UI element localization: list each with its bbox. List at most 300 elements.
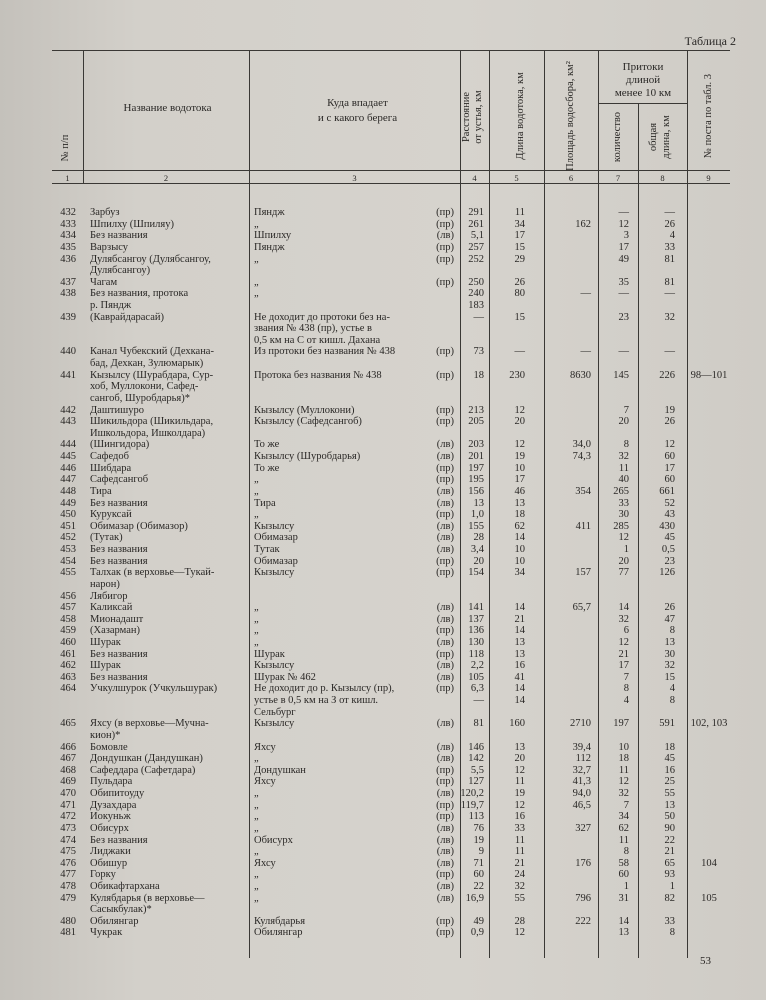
distance-from-mouth: 201 <box>468 451 484 462</box>
basin-area: 796 <box>575 892 591 904</box>
tributary-length: — <box>664 346 675 358</box>
bank-side: (лв) <box>436 230 454 242</box>
flows-into: Сельбург <box>254 706 296 718</box>
length: 33 <box>514 822 525 834</box>
tributary-length: 13 <box>664 799 675 811</box>
table-row <box>0 753 766 765</box>
flows-into: Шпилху <box>254 230 292 242</box>
table-row <box>0 463 766 475</box>
bank-side: (пр) <box>436 927 454 939</box>
table-row <box>0 474 766 486</box>
distance-from-mouth: 76 <box>473 822 484 834</box>
basin-area: 65,7 <box>572 602 591 614</box>
row-number: 448 <box>60 485 76 497</box>
watercourse-name: Шпилху (Шпиляу) <box>90 218 174 230</box>
distance-from-mouth: 183 <box>468 300 484 311</box>
tributary-count: — <box>618 207 629 218</box>
bank-side: (лв) <box>436 822 454 834</box>
table-row <box>0 416 766 428</box>
flows-into: Не доходит до протоки без на- <box>254 311 390 323</box>
watercourse-name: Ишкольдора, Ишколдара) <box>90 427 206 439</box>
header-col5: Длина водотока, км <box>515 72 526 160</box>
watercourse-name: Без названия <box>90 648 148 660</box>
length: 17 <box>514 230 525 242</box>
basin-area: 157 <box>575 567 591 579</box>
bank-side: (пр) <box>436 915 454 927</box>
tributary-count: 7 <box>623 671 629 683</box>
watercourse-name: Дулябсангоу) <box>90 265 151 277</box>
tributary-count: 17 <box>618 241 629 253</box>
length: — <box>514 346 525 358</box>
length: 13 <box>514 497 525 509</box>
tributary-count: 18 <box>618 753 629 765</box>
table-row <box>0 567 766 579</box>
basin-area: 411 <box>575 520 591 532</box>
length: 41 <box>514 671 525 683</box>
row-number: 479 <box>60 892 76 904</box>
post-number: 102, 103 <box>690 718 728 730</box>
watercourse-name: (Тутак) <box>90 532 123 544</box>
tributary-length: 65 <box>664 857 675 869</box>
length: 20 <box>514 753 525 765</box>
watercourse-name: Обисурх <box>90 822 129 834</box>
distance-from-mouth: 136 <box>468 625 484 637</box>
flows-into: „ <box>254 881 259 892</box>
tributary-count: 13 <box>618 927 629 939</box>
distance-from-mouth: 9 <box>478 846 484 858</box>
col-number: 4 <box>472 173 477 183</box>
watercourse-name: Мионадашт <box>90 613 144 625</box>
bank-side: (пр) <box>436 648 454 660</box>
row-number: 439 <box>60 311 76 323</box>
length: 14 <box>514 683 525 695</box>
row-number: 451 <box>60 520 76 532</box>
bank-side: (пр) <box>436 869 454 881</box>
row-number: 453 <box>60 544 76 555</box>
flows-into: „ <box>254 253 259 265</box>
table-row <box>0 509 766 521</box>
row-number: 460 <box>60 636 76 648</box>
flows-into: „ <box>254 625 259 637</box>
length: 16 <box>514 660 525 672</box>
tributary-count: 1 <box>623 881 629 892</box>
distance-from-mouth: 81 <box>473 718 484 730</box>
length: 32 <box>514 881 525 892</box>
distance-from-mouth: 71 <box>473 857 484 869</box>
length: 80 <box>514 288 525 300</box>
watercourse-name: Обимазар (Обимазор) <box>90 520 188 532</box>
flows-into: „ <box>254 799 259 811</box>
distance-from-mouth: 5,5 <box>470 764 484 776</box>
distance-from-mouth: 105 <box>468 671 484 683</box>
bank-side: (лв) <box>436 497 454 509</box>
tributary-count: 49 <box>618 253 629 265</box>
length: 15 <box>514 241 525 253</box>
tributary-length: 126 <box>659 567 675 579</box>
tributary-length: 22 <box>664 834 675 846</box>
table-row <box>0 207 766 219</box>
basin-area: 39,4 <box>572 741 591 753</box>
basin-area: 112 <box>575 753 591 765</box>
watercourse-name: (Хазарман) <box>90 625 140 637</box>
bank-side: (лв) <box>436 544 454 555</box>
tributary-count: 32 <box>618 613 629 625</box>
tributary-length: 32 <box>664 660 675 672</box>
distance-from-mouth: 49 <box>473 915 484 927</box>
table-row <box>0 230 766 242</box>
table-row <box>0 637 766 649</box>
bank-side: (лв) <box>436 718 454 730</box>
length: 12 <box>514 404 525 416</box>
length: 55 <box>514 892 525 904</box>
tributary-length: 30 <box>664 648 675 660</box>
length: 21 <box>514 613 525 625</box>
basin-area: 354 <box>575 485 591 497</box>
post-number: 98—101 <box>690 369 728 381</box>
flows-into: „ <box>254 846 259 858</box>
tributary-length: 430 <box>659 520 675 532</box>
tributary-count: 10 <box>618 741 629 753</box>
row-number: 447 <box>60 474 76 486</box>
table-row <box>0 776 766 788</box>
distance-from-mouth: 13 <box>473 497 484 509</box>
row-number: 449 <box>60 497 76 509</box>
flows-into: „ <box>254 218 259 230</box>
length: 17 <box>514 474 525 486</box>
tributary-length: 45 <box>664 753 675 765</box>
table-row <box>0 579 766 591</box>
distance-from-mouth: 118 <box>468 648 484 660</box>
tributary-count: 23 <box>618 311 629 323</box>
length: 13 <box>514 741 525 753</box>
row-number: 446 <box>60 462 76 474</box>
table-row <box>0 904 766 916</box>
flows-into: „ <box>254 474 259 486</box>
row-number: 478 <box>60 881 76 892</box>
table-row <box>0 695 766 707</box>
watercourse-name: Дулябсангоу (Дулябсангоу, <box>90 253 211 265</box>
flows-into: Яхсу <box>254 776 276 788</box>
row-number: 467 <box>60 753 76 765</box>
row-number: 463 <box>60 671 76 683</box>
distance-from-mouth: 137 <box>468 613 484 625</box>
tributary-length: 15 <box>664 671 675 683</box>
watercourse-name: Даштишуро <box>90 404 144 416</box>
distance-from-mouth: 120,2 <box>460 788 484 799</box>
bank-side: (пр) <box>436 567 454 579</box>
tributary-count: 1 <box>623 544 629 555</box>
header-tributaries-line2: длиной <box>625 74 661 86</box>
header-col3-line2: и с какого берега <box>317 112 398 124</box>
tributary-count: 3 <box>623 230 629 242</box>
distance-from-mouth: 261 <box>468 218 484 230</box>
bank-side: (лв) <box>436 753 454 765</box>
flows-into: Пяндж <box>254 241 285 253</box>
watercourse-name: Шибдара <box>90 462 132 474</box>
tributary-count: 265 <box>613 485 629 497</box>
watercourse-name: Обикафтархана <box>90 881 160 892</box>
flows-into: Кызылсу <box>254 567 295 579</box>
tributary-length: 12 <box>664 439 675 451</box>
flows-into: Кызылсу <box>254 520 295 532</box>
tributary-length: 25 <box>664 776 675 788</box>
bank-side: (пр) <box>436 799 454 811</box>
row-number: 477 <box>60 869 76 881</box>
flows-into: Дондушкан <box>254 764 306 776</box>
length: 13 <box>514 648 525 660</box>
tributary-count: 60 <box>618 869 629 881</box>
watercourse-name: Пульдара <box>90 776 133 788</box>
flows-into: Пяндж <box>254 207 285 218</box>
header-col8-line1: общая <box>648 122 659 152</box>
flows-into: „ <box>254 509 259 521</box>
distance-from-mouth: 213 <box>468 404 484 416</box>
flows-into: „ <box>254 869 259 881</box>
basin-area: 94,0 <box>572 788 591 799</box>
tributary-length: 93 <box>664 869 675 881</box>
row-number: 462 <box>60 660 76 672</box>
length: 26 <box>514 276 525 288</box>
watercourse-name: Без названия <box>90 544 148 555</box>
row-number: 473 <box>60 822 76 834</box>
tributary-length: 50 <box>664 811 675 823</box>
watercourse-name: Зарбуз <box>90 207 120 218</box>
bank-side: (лв) <box>436 741 454 753</box>
row-number: 454 <box>60 555 76 567</box>
row-number: 466 <box>60 741 76 753</box>
table-row <box>0 823 766 835</box>
distance-from-mouth: 3,4 <box>470 544 484 555</box>
flows-into: „ <box>254 753 259 765</box>
tributary-count: 62 <box>618 822 629 834</box>
distance-from-mouth: 141 <box>468 602 484 614</box>
watercourse-name: Без названия <box>90 230 148 242</box>
row-number: 470 <box>60 788 76 799</box>
basin-area: 74,3 <box>572 451 591 462</box>
row-number: 445 <box>60 451 76 462</box>
tributary-count: 8 <box>623 846 629 858</box>
row-number: 433 <box>60 218 76 230</box>
distance-from-mouth: 28 <box>473 532 484 544</box>
flows-into: Кызылсу <box>254 718 295 730</box>
row-number: 456 <box>60 590 76 602</box>
row-number: 443 <box>60 416 76 428</box>
row-number: 450 <box>60 509 76 521</box>
watercourse-name: Без названия <box>90 834 148 846</box>
length: 34 <box>514 567 525 579</box>
table-row <box>0 881 766 893</box>
tributary-length: 32 <box>664 311 675 323</box>
flows-into: Яхсу <box>254 741 276 753</box>
header-col1: № п/п <box>60 134 71 162</box>
tributary-length: 0,5 <box>661 544 675 555</box>
bank-side: (лв) <box>436 532 454 544</box>
watercourse-name: Лиджаки <box>90 846 131 858</box>
length: 14 <box>514 532 525 544</box>
basin-area: 162 <box>575 218 591 230</box>
watercourse-name: Учкулшурок (Учкульшурак) <box>90 683 218 695</box>
length: 20 <box>514 416 525 428</box>
tributary-length: 26 <box>664 218 675 230</box>
bank-side: (лв) <box>436 857 454 869</box>
tributary-length: 47 <box>664 613 675 625</box>
bank-side: (пр) <box>436 241 454 253</box>
basin-area: 41,3 <box>572 776 591 788</box>
header-col4-line1: Расстояние <box>461 91 472 143</box>
row-number: 442 <box>60 404 76 416</box>
flows-into: „ <box>254 636 259 648</box>
table-row <box>0 858 766 870</box>
tributary-count: 20 <box>618 416 629 428</box>
flows-into: Обилянгар <box>254 927 303 939</box>
header-tributaries-line1: Притоки <box>622 61 664 73</box>
distance-from-mouth: 60 <box>473 869 484 881</box>
watercourse-name: Горку <box>90 869 116 881</box>
table-row <box>0 346 766 358</box>
watercourse-name: (Каврайдарасай) <box>90 311 164 323</box>
length: 29 <box>514 253 525 265</box>
row-number: 438 <box>60 288 76 300</box>
distance-from-mouth: — <box>473 695 484 706</box>
table-row <box>0 265 766 277</box>
distance-from-mouth: 20 <box>473 555 484 567</box>
tributary-count: 58 <box>618 857 629 869</box>
table-title: Таблица 2 <box>684 34 736 48</box>
tributary-count: 12 <box>618 776 629 788</box>
table-row <box>0 649 766 661</box>
table-row <box>0 254 766 266</box>
length: 14 <box>514 602 525 614</box>
watercourse-name: Яхсу (в верховье—Мучна- <box>90 718 209 730</box>
table-row <box>0 718 766 730</box>
distance-from-mouth: 197 <box>468 462 484 474</box>
length: 11 <box>514 846 525 858</box>
basin-area: 32,7 <box>572 764 591 776</box>
col-number: 3 <box>352 173 357 183</box>
tributary-count: 14 <box>618 602 629 614</box>
distance-from-mouth: — <box>473 311 484 323</box>
table-row <box>0 660 766 672</box>
tributary-length: 591 <box>659 718 675 730</box>
watercourse-name: (Шингидора) <box>90 439 150 451</box>
tributary-count: 33 <box>618 497 629 509</box>
header-col3-line1: Куда впадает <box>327 97 388 109</box>
flows-into: 0,5 км на С от кишл. Дахана <box>254 334 381 346</box>
table-row <box>0 358 766 370</box>
distance-from-mouth: 205 <box>468 416 484 428</box>
watercourse-name: Дондушкан (Дандушкан) <box>90 753 203 765</box>
table-row <box>0 614 766 626</box>
watercourse-name: Кызылсу (Шурабдара, Сур- <box>90 369 214 381</box>
flows-into: „ <box>254 276 259 288</box>
basin-area: 2710 <box>570 718 591 730</box>
distance-from-mouth: 250 <box>468 276 484 288</box>
distance-from-mouth: 142 <box>468 753 484 765</box>
watercourse-name: Сафедсангоб <box>90 474 149 486</box>
header-tributaries-line3: менее 10 км <box>614 87 672 99</box>
tributary-count: — <box>618 288 629 300</box>
tributary-length: 90 <box>664 822 675 834</box>
length: 12 <box>514 439 525 451</box>
row-number: 472 <box>60 811 76 823</box>
flows-into: Протока без названия № 438 <box>254 369 382 381</box>
length: 160 <box>509 718 525 730</box>
flows-into: Кызылсу <box>254 660 295 672</box>
distance-from-mouth: 119,7 <box>460 799 484 811</box>
length: 21 <box>514 857 525 869</box>
watercourse-name: Чагам <box>90 276 118 288</box>
row-number: 437 <box>60 276 76 288</box>
table-row <box>0 219 766 231</box>
distance-from-mouth: 156 <box>468 485 484 497</box>
tributary-length: 4 <box>669 230 675 242</box>
basin-area: 8630 <box>570 369 591 381</box>
watercourse-name: Тира <box>90 485 112 497</box>
distance-from-mouth: 291 <box>468 207 484 218</box>
row-number: 464 <box>60 683 76 695</box>
header-col9: № поста по табл. 3 <box>703 73 714 159</box>
table-row <box>0 869 766 881</box>
tributary-count: 8 <box>623 439 629 451</box>
tributary-count: 11 <box>618 462 629 474</box>
length: 16 <box>514 811 525 823</box>
tributary-length: 13 <box>664 636 675 648</box>
tributary-length: 1 <box>669 881 675 892</box>
tributary-length: 81 <box>664 253 675 265</box>
tributary-length: 19 <box>664 404 675 416</box>
length: 34 <box>514 218 525 230</box>
table-row <box>0 556 766 568</box>
length: 15 <box>514 311 525 323</box>
row-number: 468 <box>60 764 76 776</box>
flows-into: Кызылсу (Шуробдарья) <box>254 451 361 462</box>
length: 18 <box>514 509 525 521</box>
bank-side: (лв) <box>436 439 454 451</box>
post-number: 105 <box>701 892 717 904</box>
bank-side: (пр) <box>436 346 454 358</box>
watercourse-name: р. Пяндж <box>90 300 132 311</box>
bank-side: (пр) <box>436 404 454 416</box>
flows-into: Кызылсу (Сафедсангоб) <box>254 416 362 428</box>
watercourse-name: Шикильдора (Шикильдара, <box>90 416 214 428</box>
tributary-length: 8 <box>669 625 675 637</box>
distance-from-mouth: 5,1 <box>470 230 484 242</box>
length: 10 <box>514 544 525 555</box>
tributary-length: 23 <box>664 555 675 567</box>
row-number: 455 <box>60 567 76 579</box>
bank-side: (пр) <box>436 509 454 521</box>
tributary-count: 12 <box>618 532 629 544</box>
length: 11 <box>514 776 525 788</box>
tributary-count: 77 <box>618 567 629 579</box>
tributary-count: 11 <box>618 764 629 776</box>
table-row <box>0 335 766 347</box>
tributary-count: 32 <box>618 451 629 462</box>
tributary-length: 60 <box>664 474 675 486</box>
distance-from-mouth: 0,9 <box>470 927 484 939</box>
table-row <box>0 811 766 823</box>
watercourse-name: Кулябдарья (в верховье— <box>90 892 205 904</box>
distance-from-mouth: 73 <box>473 346 484 358</box>
header-col2: Название водотока <box>123 102 212 114</box>
tributary-length: 26 <box>664 602 675 614</box>
table-row <box>0 800 766 812</box>
distance-from-mouth: 2,2 <box>470 660 484 672</box>
flows-into: Обисурх <box>254 834 293 846</box>
tributary-count: 145 <box>613 369 629 381</box>
header-col4-line2: от устья, км <box>473 90 484 144</box>
basin-area: 327 <box>575 822 591 834</box>
